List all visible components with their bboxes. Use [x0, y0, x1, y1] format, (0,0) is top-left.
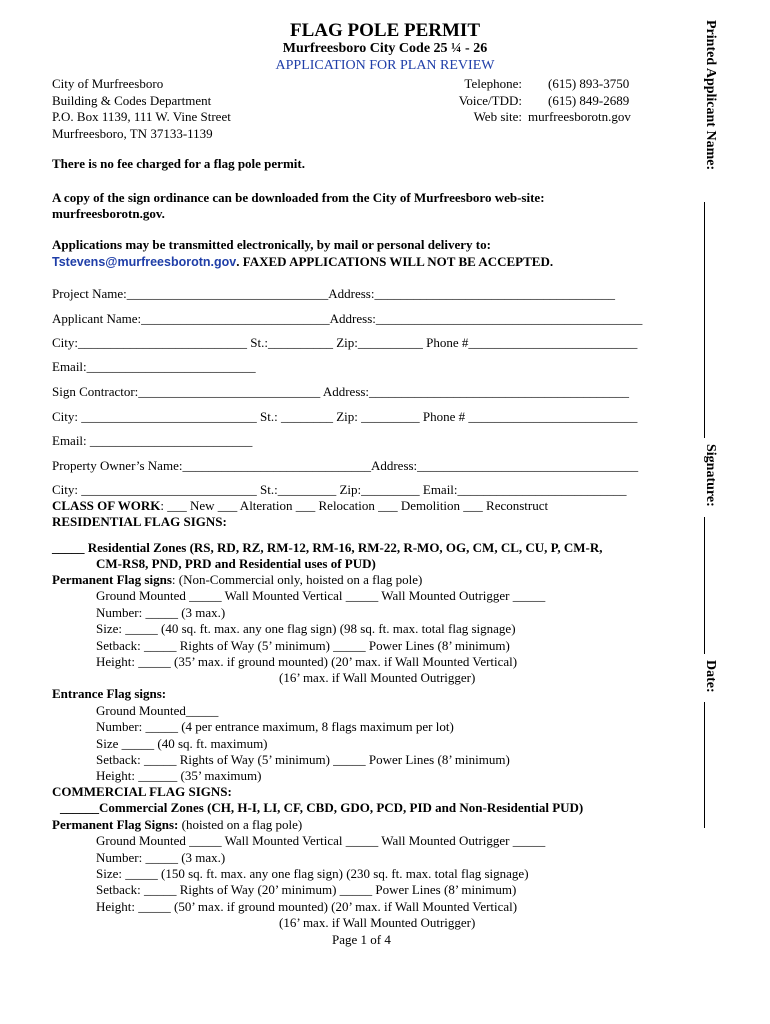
owner-name-field[interactable]: Property Owner’s Name:_____________________________Address:__________________________________	[52, 458, 639, 473]
date-line[interactable]	[704, 702, 705, 828]
website-label: Web site:	[473, 109, 522, 124]
commercial-mount-field[interactable]: Ground Mounted _____ Wall Mounted Vertical _____ Wall Mounted Outrigger _____	[96, 833, 546, 848]
commercial-permanent-row	[52, 817, 302, 833]
residential-setback-field[interactable]: Setback: _____ Rights of Way (5’ minimum) _____ Power Lines (8’ minimum)	[96, 638, 510, 653]
contractor-city-field[interactable]: City: ___________________________ St.: ________ Zip: _________ Phone # __________________________	[52, 409, 638, 424]
telephone-label: Telephone:	[464, 76, 522, 91]
email-link[interactable]: Tstevens@murfreesborotn.gov	[52, 255, 237, 269]
tdd-label: Voice/TDD:	[458, 92, 522, 108]
entrance-height-field[interactable]: Height: ______ (35’ maximum)	[96, 768, 262, 783]
tdd-value: (615) 849-2689	[548, 92, 630, 108]
signature-line[interactable]	[704, 517, 705, 654]
residential-height-field[interactable]: Height: _____ (35’ max. if ground mounted) (20’ max. if Wall Mounted Vertical)	[96, 654, 518, 669]
page-title: FLAG POLE PERMIT	[289, 20, 480, 41]
date-label: Date:	[703, 660, 718, 693]
email-notice	[52, 254, 553, 270]
residential-height-note: (16’ max. if Wall Mounted Outrigger)	[279, 670, 476, 685]
owner-city-field[interactable]: City: ___________________________ St.:_________ Zip:_________ Email:__________________________	[52, 482, 627, 497]
ordinance-url: murfreesborotn.gov.	[52, 206, 165, 221]
transmit-notice: Applications may be transmitted electronically, by mail or personal delivery to:	[52, 237, 491, 252]
address-line: City of Murfreesboro	[52, 76, 164, 91]
entrance-mount-field[interactable]: Ground Mounted_____	[96, 703, 219, 718]
residential-zones[interactable]: _____ Residential Zones (RS, RD, RZ, RM-12, RM-16, RM-22, R-MO, OG, CM, CL, CU, P, CM-R,	[52, 540, 603, 555]
signature-label: Signature:	[703, 444, 718, 507]
contact-values	[528, 76, 631, 126]
residential-permanent-desc: : (Non-Commercial only, hoisted on a flag pole)	[171, 572, 423, 587]
commercial-zones[interactable]: ______Commercial Zones (CH, H-I, LI, CF, CBD, GDO, PCD, PID and Non-Residential PUD)	[60, 800, 584, 815]
applicant-name-field[interactable]: Applicant Name:_____________________________Address:_________________________________________	[52, 311, 643, 326]
address-line: P.O. Box 1139, 111 W. Vine Street	[52, 109, 231, 124]
commercial-permanent-label: Permanent Flag Signs:	[52, 817, 179, 832]
commercial-size-field[interactable]: Size: _____ (150 sq. ft. max. any one flag sign) (230 sq. ft. max. total flag signage)	[96, 866, 529, 881]
printed-name-label: Printed Applicant Name:	[703, 20, 718, 171]
address-block	[52, 76, 231, 142]
website-link[interactable]: murfreesborotn.gov	[528, 109, 631, 124]
page-number: Page 1 of 4	[332, 932, 391, 947]
residential-heading: RESIDENTIAL FLAG SIGNS:	[52, 514, 227, 529]
residential-zones-cont: CM-RS8, PND, PRD and Residential uses of PUD)	[96, 556, 376, 571]
residential-size-field[interactable]: Size: _____ (40 sq. ft. max. any one flag sign) (98 sq. ft. max. total flag signage)	[96, 621, 516, 636]
residential-permanent-row	[52, 572, 422, 588]
applicant-email-field[interactable]: Email:__________________________	[52, 359, 256, 374]
class-of-work-row	[52, 498, 548, 514]
entrance-size-field[interactable]: Size _____ (40 sq. ft. maximum)	[96, 736, 268, 751]
code-subtitle: Murfreesboro City Code 25 ¼ - 26	[282, 41, 488, 56]
fax-warning: . FAXED APPLICATIONS WILL NOT BE ACCEPTED.	[236, 254, 554, 269]
residential-number-field[interactable]: Number: _____ (3 max.)	[96, 605, 226, 620]
fee-notice: There is no fee charged for a flag pole permit.	[52, 156, 305, 171]
address-line: Building & Codes Department	[52, 92, 212, 108]
class-of-work-options[interactable]: : ___ New ___ Alteration ___ Relocation ___ Demolition ___ Reconstruct	[160, 498, 549, 513]
commercial-number-field[interactable]: Number: _____ (3 max.)	[96, 850, 226, 865]
contact-labels	[402, 76, 522, 126]
entrance-number-field[interactable]: Number: _____ (4 per entrance maximum, 8 flags maximum per lot)	[96, 719, 454, 734]
entrance-setback-field[interactable]: Setback: _____ Rights of Way (5’ minimum) _____ Power Lines (8’ minimum)	[96, 752, 510, 767]
application-heading: APPLICATION FOR PLAN REVIEW	[275, 58, 495, 73]
address-line: Murfreesboro, TN 37133-1139	[52, 125, 213, 141]
commercial-heading: COMMERCIAL FLAG SIGNS:	[52, 784, 232, 799]
residential-permanent-label: Permanent Flag signs	[52, 572, 172, 587]
contractor-field[interactable]: Sign Contractor:____________________________ Address:________________________________________	[52, 384, 630, 399]
applicant-city-field[interactable]: City:__________________________ St.:__________ Zip:__________ Phone #__________________________	[52, 335, 638, 350]
commercial-setback-field[interactable]: Setback: _____ Rights of Way (20’ minimum) _____ Power Lines (8’ minimum)	[96, 882, 517, 897]
ordinance-notice: A copy of the sign ordinance can be downloaded from the City of Murfreesboro web-site:	[52, 190, 545, 205]
telephone-value: (615) 893-3750	[548, 76, 630, 91]
commercial-permanent-desc: (hoisted on a flag pole)	[178, 817, 303, 832]
printed-name-line[interactable]	[704, 202, 705, 438]
commercial-height-field[interactable]: Height: _____ (50’ max. if ground mounted) (20’ max. if Wall Mounted Vertical)	[96, 899, 518, 914]
contractor-email-field[interactable]: Email: _________________________	[52, 433, 253, 448]
project-name-field[interactable]: Project Name:_______________________________Address:_____________________________________	[52, 286, 615, 301]
entrance-heading: Entrance Flag signs:	[52, 686, 167, 701]
class-of-work-label: CLASS OF WORK	[52, 498, 161, 513]
commercial-height-note: (16’ max. if Wall Mounted Outrigger)	[279, 915, 476, 930]
residential-mount-field[interactable]: Ground Mounted _____ Wall Mounted Vertical _____ Wall Mounted Outrigger _____	[96, 588, 546, 603]
